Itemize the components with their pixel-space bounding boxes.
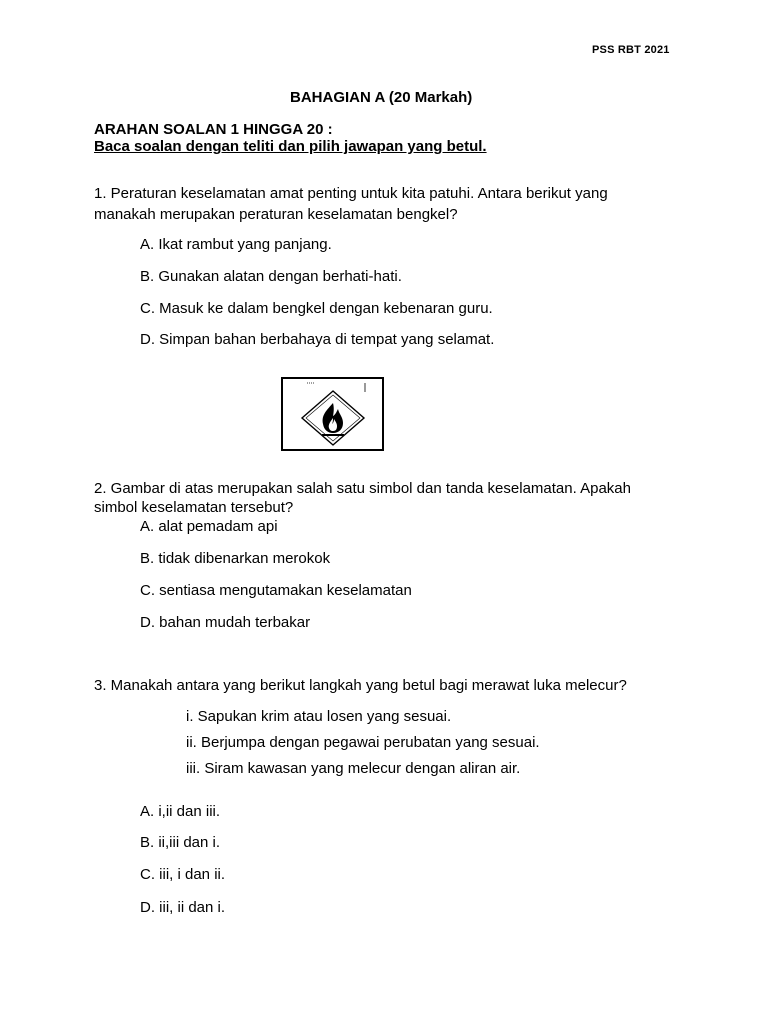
question-3-option-a: A. i,ii dan iii.: [140, 803, 221, 820]
paper-code: PSS RBT 2021: [592, 44, 670, 56]
question-2-stem-line-2: simbol keselamatan tersebut?: [94, 499, 294, 516]
question-3-stem-line-1: 3. Manakah antara yang berikut langkah yang betul bagi merawat luka melecur?: [94, 677, 627, 694]
question-3-statement-i: i. Sapukan krim atau losen yang sesuai.: [186, 708, 452, 725]
question-2-option-d: D. bahan mudah terbakar: [140, 614, 311, 631]
question-1-stem-line-2: manakah merupakan peraturan keselamatan bengkel?: [94, 206, 458, 223]
question-3-statement-iii: iii. Siram kawasan yang melecur dengan aliran air.: [186, 760, 521, 777]
question-1-option-b: B. Gunakan alatan dengan berhati-hati.: [140, 268, 402, 285]
instruction-text: Baca soalan dengan teliti dan pilih jawapan yang betul.: [94, 138, 487, 155]
question-2-option-a: A. alat pemadam api: [140, 518, 278, 535]
question-2-option-b: B. tidak dibenarkan merokok: [140, 550, 331, 567]
question-3-option-b: B. ii,iii dan i.: [140, 834, 221, 851]
safety-symbol-figure: [281, 377, 384, 451]
question-2-stem-line-1: 2. Gambar di atas merupakan salah satu simbol dan tanda keselamatan. Apakah: [94, 480, 631, 497]
flammable-symbol-icon: [283, 379, 382, 449]
question-3-option-c: C. iii, i dan ii.: [140, 866, 226, 883]
question-3-statement-ii: ii. Berjumpa dengan pegawai perubatan yang sesuai.: [186, 734, 540, 751]
question-1-option-a: A. Ikat rambut yang panjang.: [140, 236, 332, 253]
question-2-option-c: C. sentiasa mengutamakan keselamatan: [140, 582, 412, 599]
question-1-option-c: C. Masuk ke dalam bengkel dengan kebenaran guru.: [140, 300, 493, 317]
question-1-stem-line-1: 1. Peraturan keselamatan amat penting untuk kita patuhi. Antara berikut yang: [94, 185, 608, 202]
question-1-option-d: D. Simpan bahan berbahaya di tempat yang selamat.: [140, 331, 495, 348]
question-3-option-d: D. iii, ii dan i.: [140, 899, 226, 916]
section-title: BAHAGIAN A (20 Markah): [290, 89, 473, 106]
instruction-heading: ARAHAN SOALAN 1 HINGGA 20 :: [94, 121, 333, 138]
